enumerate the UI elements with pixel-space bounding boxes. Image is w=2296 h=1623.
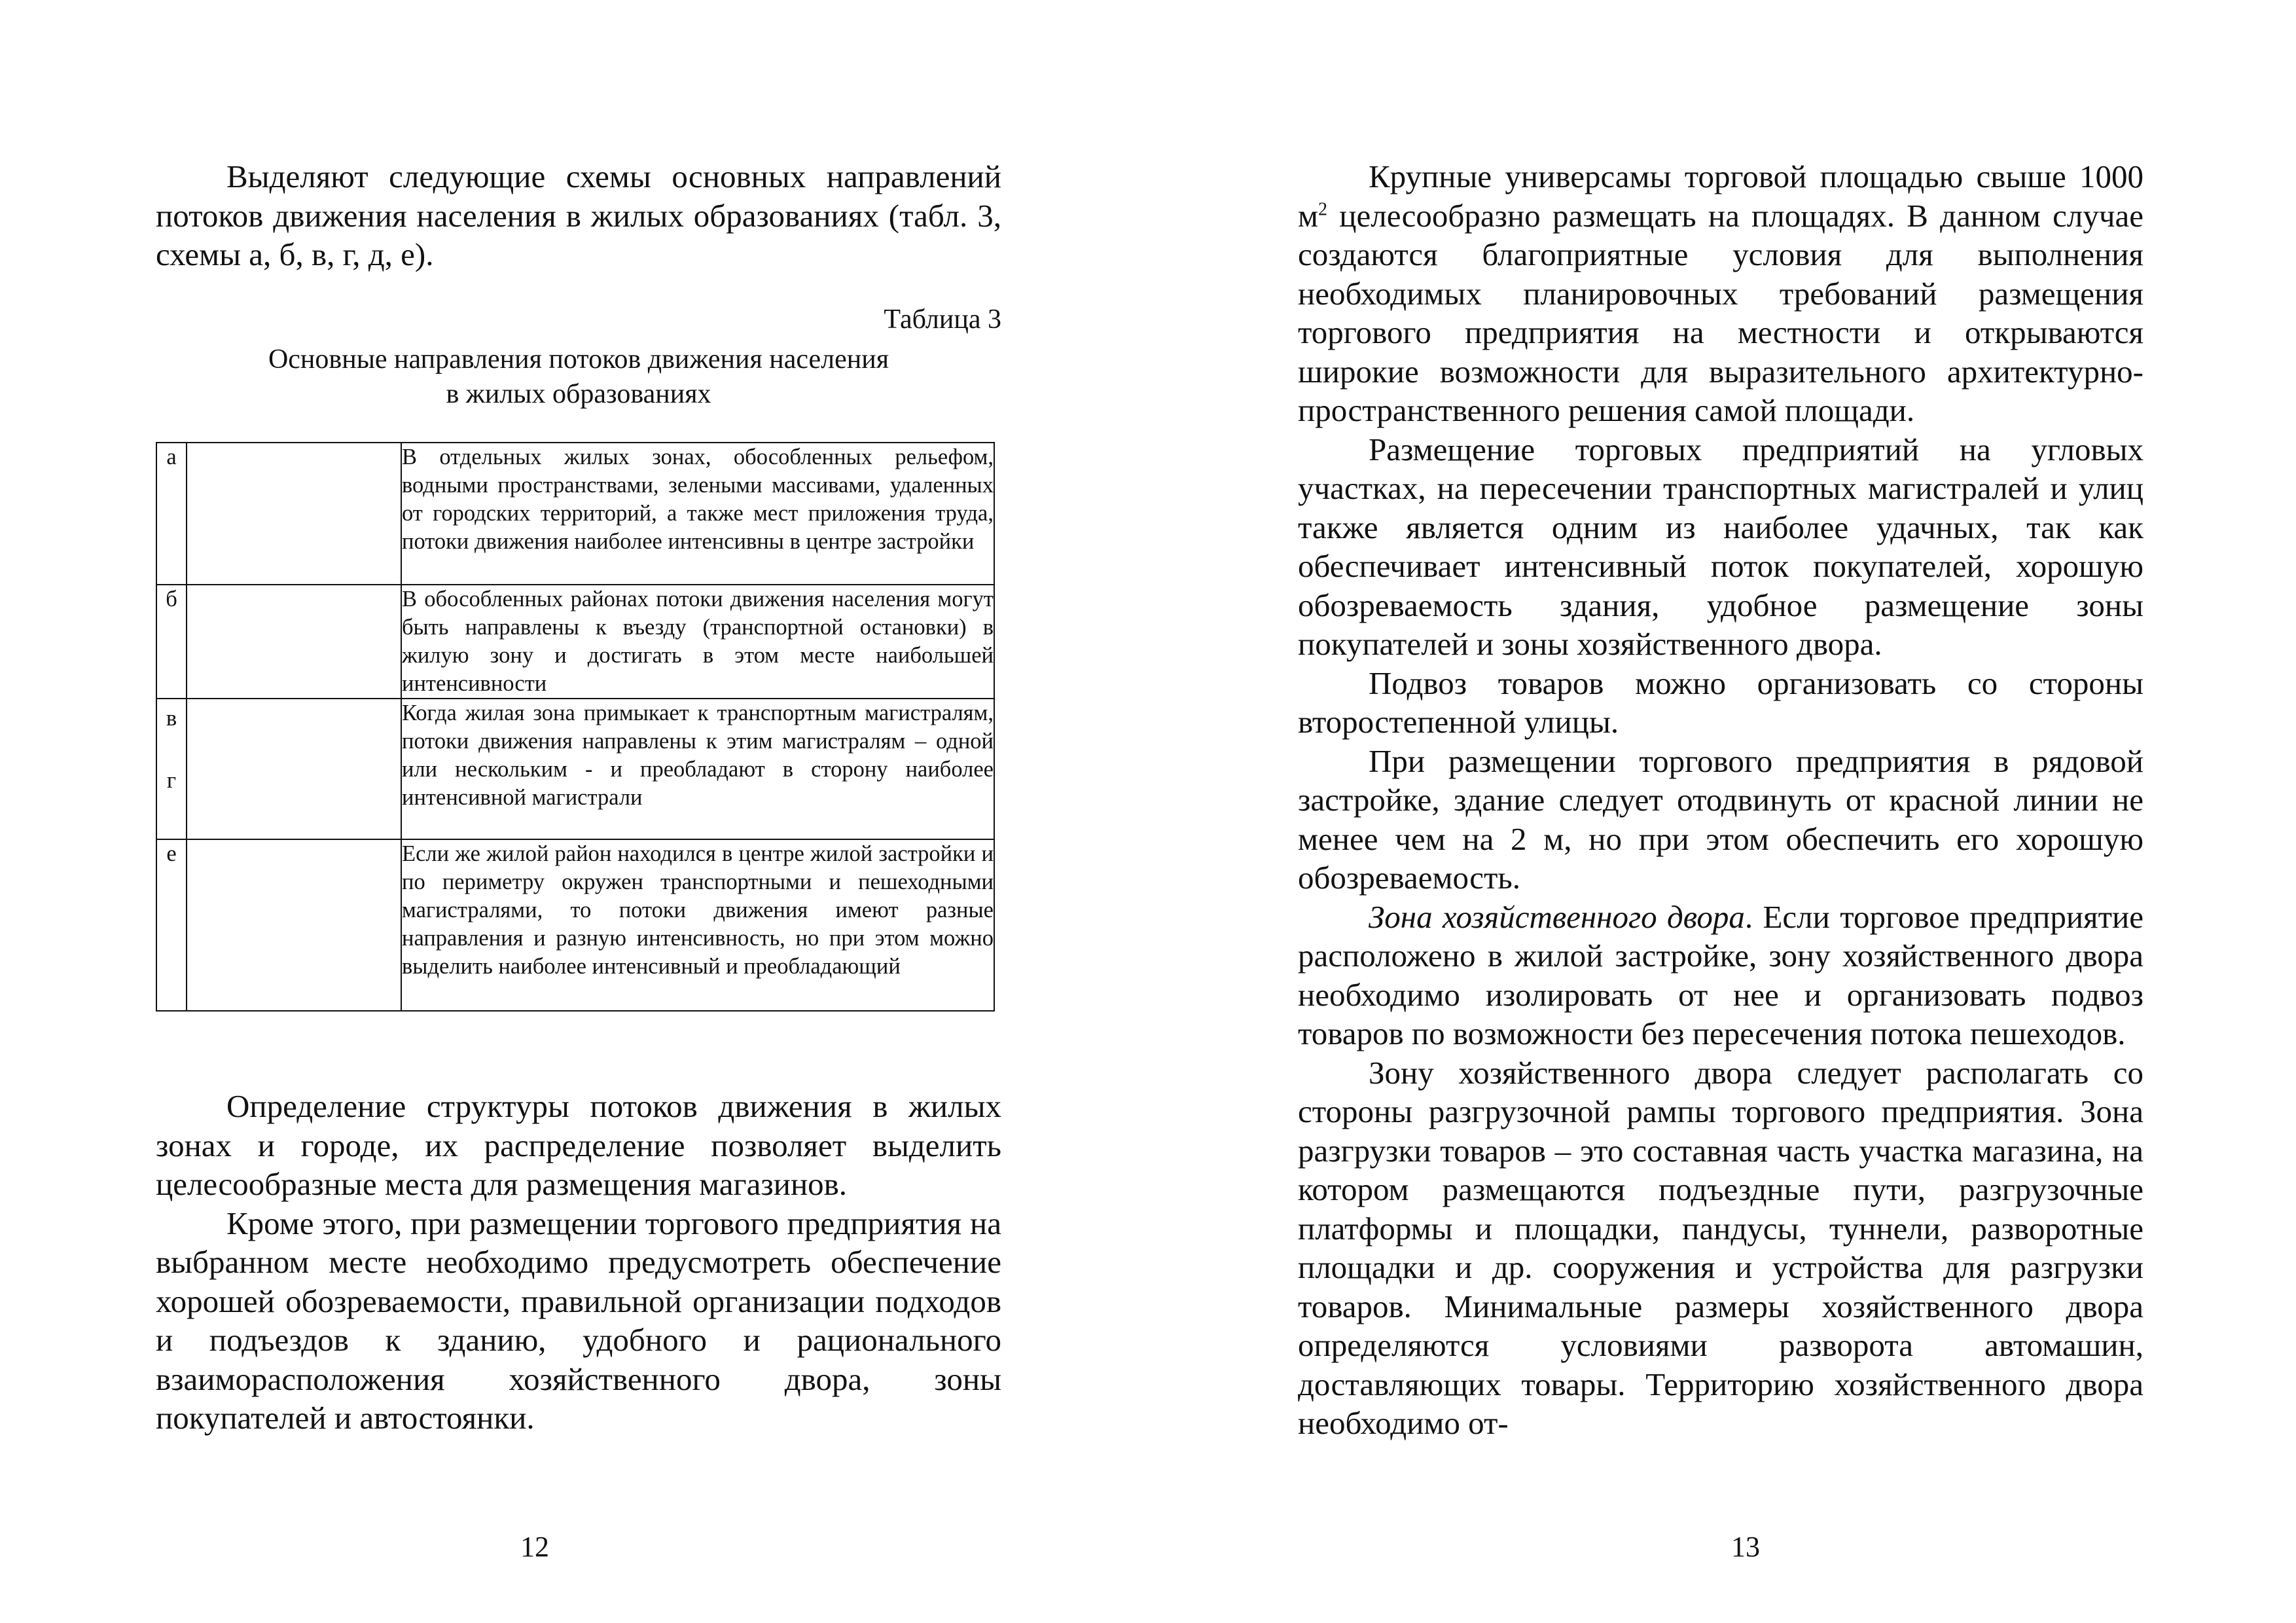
page-number: 13 bbox=[1731, 1531, 1760, 1563]
table-title bbox=[156, 342, 1001, 412]
table-title-line-1: Основные направления потоков движения населения bbox=[268, 344, 889, 374]
square-superscript: 2 bbox=[1318, 199, 1328, 220]
supermarkets-paragraph bbox=[1298, 157, 2144, 430]
scheme-diagram-cell bbox=[187, 443, 401, 585]
scheme-description: Когда жилая зона примыкает к транспортным магистралям, потоки движения направлены к этим магистралям – одной или нескольким - и преобладают в сторону наиболее интенсивной магистрали bbox=[401, 699, 994, 839]
scheme-diagram-cell bbox=[187, 585, 401, 699]
table-title-line-2: в жилых образованиях bbox=[446, 379, 711, 409]
table-row bbox=[156, 699, 994, 839]
service-yard-paragraph bbox=[1298, 898, 2144, 1053]
scheme-diagram-cell bbox=[187, 699, 401, 839]
scheme-letter-cell bbox=[156, 443, 187, 585]
scheme-letter: в bbox=[166, 706, 177, 731]
scheme-letter-cell bbox=[156, 839, 187, 1011]
scheme-letter-cell bbox=[156, 699, 187, 839]
scheme-description: В обособленных районах потоки движения населения могут быть направлены к въезду (транспортной остановки) в жилую зону и достигать в этом месте наибольшей интенсивности bbox=[401, 585, 994, 699]
structure-paragraph: Определение структуры потоков движения в жилых зонах и городе, их распределение позволяет выделить целесообразные места для размещения магазинов. bbox=[156, 1088, 1001, 1202]
scheme-letter-cell bbox=[156, 585, 187, 699]
table-number: Таблица 3 bbox=[884, 304, 1001, 335]
scheme-letter: б bbox=[166, 587, 177, 611]
table-row bbox=[156, 443, 994, 585]
unloading-zone-paragraph: Зону хозяйственного двора следует располагать со стороны разгрузочной рампы торгового предприятия. Зона разгрузки товаров – это составная часть участка магазина, на котором размещаются подъездные пути, разгрузочные платформы и площадки, пандусы, туннели, разворотные площадки и др. сооружения и устройства для разгрузки товаров. Минимальные размеры хозяйственного двора определяются условиями разворота автомашин, доставляющих товары. Территорию хозяйственного двора необходимо от- bbox=[1298, 1054, 2144, 1441]
supermarkets-text-start: Крупные универсамы торговой площадью свыше 1000 м bbox=[1298, 158, 2144, 234]
left-body-text bbox=[156, 1087, 1001, 1438]
right-page bbox=[1148, 0, 2296, 1623]
scheme-description: В отдельных жилых зонах, обособленных рельефом, водными пространствами, зелеными массивами, удаленных от городских территорий, а также мест приложения труда, потоки движения наиболее интенсивны в центре застройки bbox=[401, 443, 994, 585]
corner-plots-paragraph: Размещение торговых предприятий на угловых участках, на пересечении транспортных магистралей и улиц также является одним из наиболее удачных, так как обеспечивает интенсивный поток покупателей, хорошую обозреваемость здания, удобное размещение зоны покупателей и зоны хозяйственного двора. bbox=[1298, 431, 2144, 662]
besides-paragraph: Кроме этого, при размещении торгового предприятия на выбранном месте необходимо предусмотреть обеспечение хорошей обозреваемости, правильной организации подходов и подъездов к зданию, удобного и рационального взаиморасположения хозяйственного двора, зоны покупателей и автостоянки. bbox=[156, 1205, 1001, 1436]
scheme-letter: г bbox=[166, 768, 177, 793]
scheme-letter: а bbox=[166, 445, 177, 469]
table-caption bbox=[156, 302, 1001, 412]
delivery-paragraph: Подвоз товаров можно организовать со стороны второстепенной улицы. bbox=[1298, 665, 2144, 740]
scheme-diagram-cell bbox=[187, 839, 401, 1011]
scheme-description: Если же жилой район находился в центре жилой застройки и по периметру окружен транспортными и пешеходными магистралями, то потоки движения имеют разные направления и разную интенсивность, но при этом можно выделить наиболее интенсивный и преобладающий bbox=[401, 839, 994, 1011]
table-row bbox=[156, 839, 994, 1011]
table-row bbox=[156, 585, 994, 699]
intro-text bbox=[156, 157, 1001, 274]
right-body-text bbox=[1298, 157, 2144, 1443]
row-development-paragraph: При размещении торгового предприятия в рядовой застройке, здание следует отодвинуть от красной линии не менее чем на 2 м, но при этом обеспечить его хорошую обозреваемость. bbox=[1298, 742, 2144, 896]
scheme-letter: е bbox=[166, 841, 177, 866]
flow-schemes-table bbox=[156, 442, 995, 1012]
supermarkets-text-end: целесообразно размещать на площадях. В данном случае создаются благоприятные условия для выполнения необходимых планировочных требований размещения торгового предприятия на местности и открываются широкие возможности для выразительного архитектурно-пространственного решения самой площади. bbox=[1298, 197, 2144, 428]
page-number: 12 bbox=[520, 1531, 549, 1563]
intro-paragraph: Выделяют следующие схемы основных направлений потоков движения населения в жилых образованиях (табл. 3, схемы а, б, в, г, д, е). bbox=[156, 158, 1001, 272]
service-yard-text: . Если торговое предприятие расположено в жилой застройке, зону хозяйственного двора необходимо изолировать от нее и организовать подвоз товаров по возможности без пересечения потока пешеходов. bbox=[1298, 898, 2144, 1051]
service-yard-term: Зона хозяйственного двора bbox=[1369, 898, 1745, 935]
